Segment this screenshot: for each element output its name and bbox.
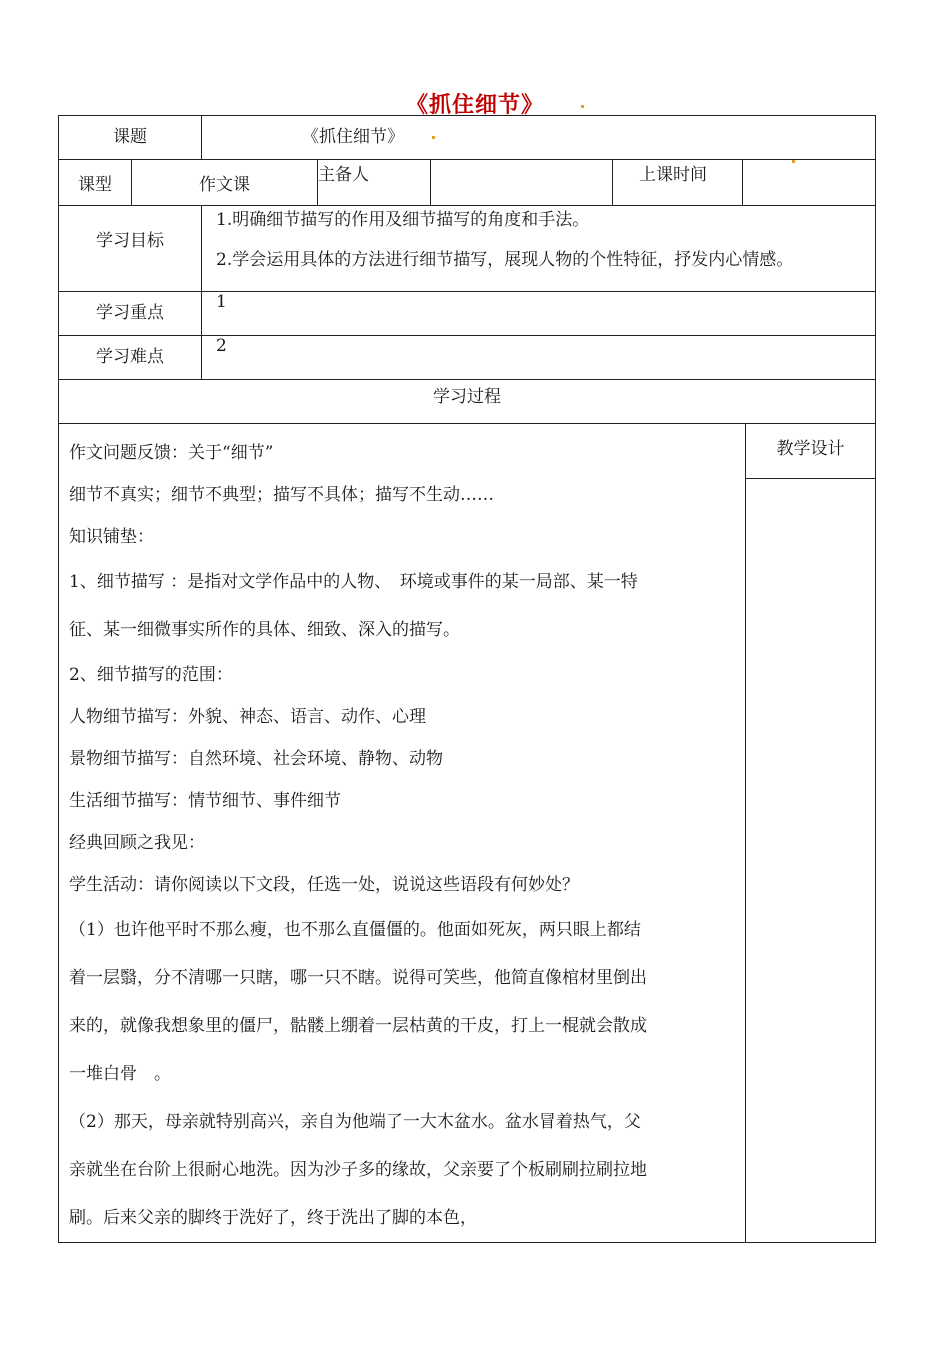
content-line: 景物细节描写：自然环境、社会环境、静物、动物 (69, 749, 443, 769)
row-process-head (59, 380, 876, 424)
row-key (59, 292, 876, 336)
row-goals (59, 206, 876, 292)
content-line: 细节不真实；细节不典型；描写不具体；描写不生动…… (69, 485, 494, 505)
content-line: 着一层翳，分不清哪一只瞎，哪一只不瞎。说得可笑些，他简直像棺材里倒出 (69, 968, 647, 988)
key-point-value: 1 (202, 292, 876, 336)
type-value: 作文课 (132, 160, 318, 206)
process-heading: 学习过程 (59, 380, 876, 424)
difficulty-label: 学习难点 (59, 336, 202, 380)
content-line: 生活细节描写：情节细节、事件细节 (69, 791, 341, 811)
document-title: 《抓住细节》 (405, 92, 544, 118)
decor-dot (581, 105, 584, 108)
content-line: 亲就坐在台阶上很耐心地洗。因为沙子多的缘故，父亲要了个板刷刷拉刷拉地 (69, 1160, 647, 1180)
topic-label: 课题 (59, 116, 202, 160)
content-line: （1）也许他平时不那么瘦，也不那么直僵僵的。他面如死灰，两只眼上都结 (69, 920, 641, 940)
content-line: 作文问题反馈：关于“细节” (69, 443, 274, 463)
time-label: 上课时间 (613, 160, 743, 206)
key-point-label: 学习重点 (59, 292, 202, 336)
content-line: 知识铺垫： (69, 527, 154, 547)
time-value (743, 160, 876, 206)
content-line: 征、某一细微事实所作的具体、细致、深入的描写。 (69, 620, 460, 640)
goal-item: 1.明确细节描写的作用及细节描写的角度和手法。 (216, 210, 590, 230)
lesson-plan-table (58, 115, 876, 1243)
content-line: 来的，就像我想象里的僵尸，骷髅上绷着一层枯黄的干皮，打上一棍就会散成 (69, 1016, 647, 1036)
difficulty-value: 2 (202, 336, 876, 380)
teaching-design-label: 教学设计 (746, 424, 876, 479)
goals-cell (202, 206, 876, 292)
content-line: 学生活动：请你阅读以下文段，任选一处，说说这些语段有何妙处？ (69, 875, 579, 895)
row-topic (59, 116, 876, 160)
content-line: （2）那天，母亲就特别高兴，亲自为他端了一大木盆水。盆水冒着热气，父 (69, 1112, 641, 1132)
content-line: 一堆白骨 。 (69, 1064, 171, 1084)
content-line: 刷。后来父亲的脚终于洗好了，终于洗出了脚的本色， (69, 1208, 477, 1228)
type-label: 课型 (59, 160, 132, 206)
content-line: 2、细节描写的范围： (69, 665, 233, 685)
content-line: 人物细节描写：外貌、神态、语言、动作、心理 (69, 707, 426, 727)
preparer-label: 主备人 (318, 160, 431, 206)
topic-value: 《抓住细节》 (302, 127, 404, 147)
goals-label: 学习目标 (59, 206, 202, 292)
row-content-top (59, 424, 876, 479)
goal-item: 2.学会运用具体的方法进行细节描写，展现人物的个性特征，抒发内心情感。 (216, 250, 794, 270)
process-content (59, 424, 746, 1243)
content-line: 1、细节描写 ：是指对文学作品中的人物、 环境或事件的某一局部、某一特 (69, 572, 638, 592)
row-difficulty (59, 336, 876, 380)
row-type (59, 160, 876, 206)
decor-dot (432, 136, 435, 139)
topic-cell (202, 116, 876, 160)
teaching-design-notes (746, 479, 876, 1243)
content-line: 经典回顾之我见： (69, 833, 205, 853)
preparer-value (431, 160, 613, 206)
